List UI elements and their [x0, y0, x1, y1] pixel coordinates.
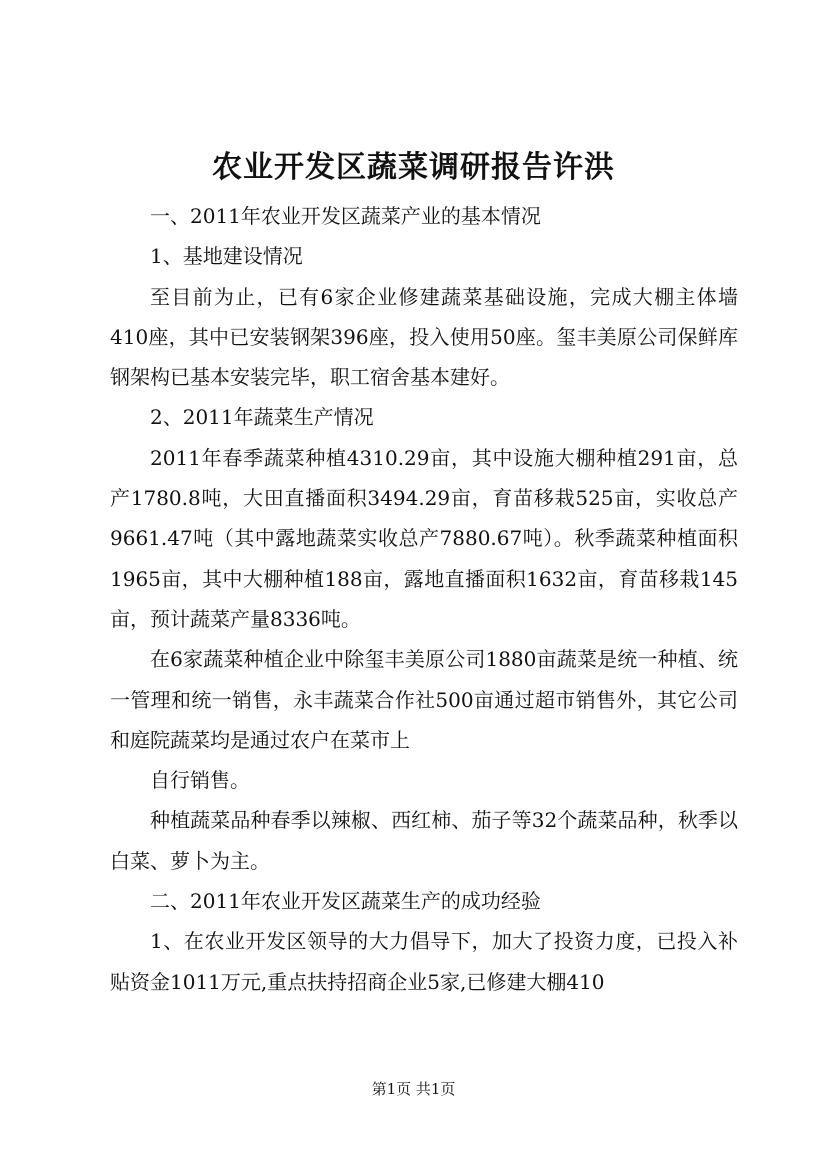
document-body [110, 196, 738, 1002]
section-heading-1: 一、2011年农业开发区蔬菜产业的基本情况 [150, 204, 541, 228]
section-heading-2: 二、2011年农业开发区蔬菜生产的成功经验 [150, 889, 541, 914]
paragraph-base-construction: 至目前为止，已有6家企业修建蔬菜基础设施，完成大棚主体墙410座，其中已安装钢架396座，投入使用50座。玺丰美原公司保鲜库钢架构已基本安装完毕，职工宿舍基本建好。 [110, 284, 738, 390]
paragraph-varieties: 种植蔬菜品种春季以辣椒、西红柿、茄子等32个蔬菜品种，秋季以白菜、萝卜为主。 [110, 808, 738, 873]
subsection-heading-1-2: 2、2011年蔬菜生产情况 [150, 405, 374, 430]
paragraph-sales-fragment: 自行销售。 [150, 768, 250, 793]
subsection-heading-1-1: 1、基地建设情况 [150, 244, 303, 269]
document-title: 农业开发区蔬菜调研报告许洪 [212, 150, 615, 185]
page-footer: 第1页 共1页 [371, 1080, 456, 1098]
paragraph-production-stats: 2011年春季蔬菜种植4310.29亩，其中设施大棚种植291亩，总产1780.8吨，大田直播面积3494.29亩，育苗移栽525亩，实收总产9661.47吨（其中露地蔬菜实收总产7880.67吨）。秋季蔬菜种植面积1965亩，其中大棚种植188亩，露地直播面积1632亩，育苗移栽145亩，预计蔬菜产量8336吨。 [110, 445, 738, 631]
paragraph-investment: 1、在农业开发区领导的大力倡导下，加大了投资力度，已投入补贴资金1011万元,重点扶持招商企业5家,已修建大棚410 [110, 929, 738, 994]
paragraph-sales-channels: 在6家蔬菜种植企业中除玺丰美原公司1880亩蔬菜是统一种植、统一管理和统一销售，永丰蔬菜合作社500亩通过超市销售外，其它公司和庭院蔬菜均是通过农户在菜市上 [110, 647, 738, 752]
